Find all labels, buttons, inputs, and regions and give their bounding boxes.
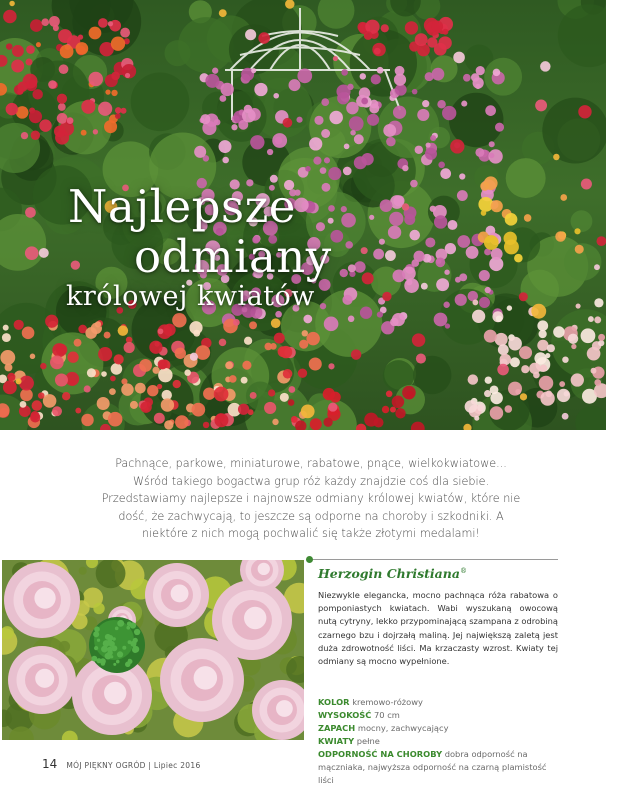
spec-scent	[318, 722, 558, 735]
spec-color	[318, 696, 558, 709]
spec-value: mocny, zachwycający	[357, 723, 449, 733]
hero-title-line1: Najlepsze	[68, 180, 296, 233]
intro-paragraph: Pachnące, parkowe, miniaturowe, rabatowe, pnące, wielkokwiatowe... Wśród takiego bogactwa grup róż każdy znajdzie coś dla siebie. Przedstawiamy najlepsze i najnowsze odmiany królowej kwiatów, które nie dość, że zachwycają, to jeszcze są odporne na choroby i szkodniki. A niektóre z nich mogą pochwalić się także złotymi medalami!	[101, 457, 521, 540]
page-number: 14	[42, 757, 58, 771]
spec-value: kremowo-różowy	[352, 697, 423, 707]
magazine-credit: MÓJ PIĘKNY OGRÓD | Lipiec 2016	[66, 761, 201, 770]
spec-value: pełne	[356, 736, 380, 746]
rose-bouquet-illustration	[2, 560, 304, 740]
hero-title-line3: królowej kwiatów	[66, 281, 315, 312]
spec-height	[318, 709, 558, 722]
spec-value: dobra odporność na mączniaka, najwyższa odporność na czarną plamistość liści	[318, 749, 547, 785]
rose-description: Niezwykle elegancka, mocno pachnąca róża rabatowa o pomponiastych kwiatach. Wabi wyszukaną owocową nutą cytryny, lekko przypominającą szampana z odrobiną czarnego bzu i dojrzałą maliną. Jej największą zaletą jest duża zdrowotność liści. Ma krzaczasty wzrost. Kwiaty tej odmiany są mocno wypełnione.	[318, 590, 558, 667]
divider-dot-icon	[306, 556, 313, 563]
bouquet-photo	[2, 560, 304, 740]
spec-disease-resistance	[318, 748, 558, 787]
hero-title	[66, 182, 332, 314]
spec-flowers	[318, 735, 558, 748]
hero-title-line2: odmiany	[134, 230, 332, 283]
section-divider	[310, 559, 558, 560]
spec-label: ZAPACH	[318, 723, 356, 733]
rose-variety-name: Herzogin Christiana	[318, 566, 460, 581]
spec-label: KOLOR	[318, 697, 350, 707]
spec-label: ODPORNOŚĆ NA CHOROBY	[318, 749, 443, 759]
spec-label: WYSOKOŚĆ	[318, 710, 372, 720]
spec-label: KWIATY	[318, 736, 355, 746]
spec-value: 70 cm	[374, 710, 400, 720]
rose-variety-title	[318, 566, 467, 581]
page-footer	[42, 753, 201, 772]
registered-mark: ®	[459, 566, 467, 575]
